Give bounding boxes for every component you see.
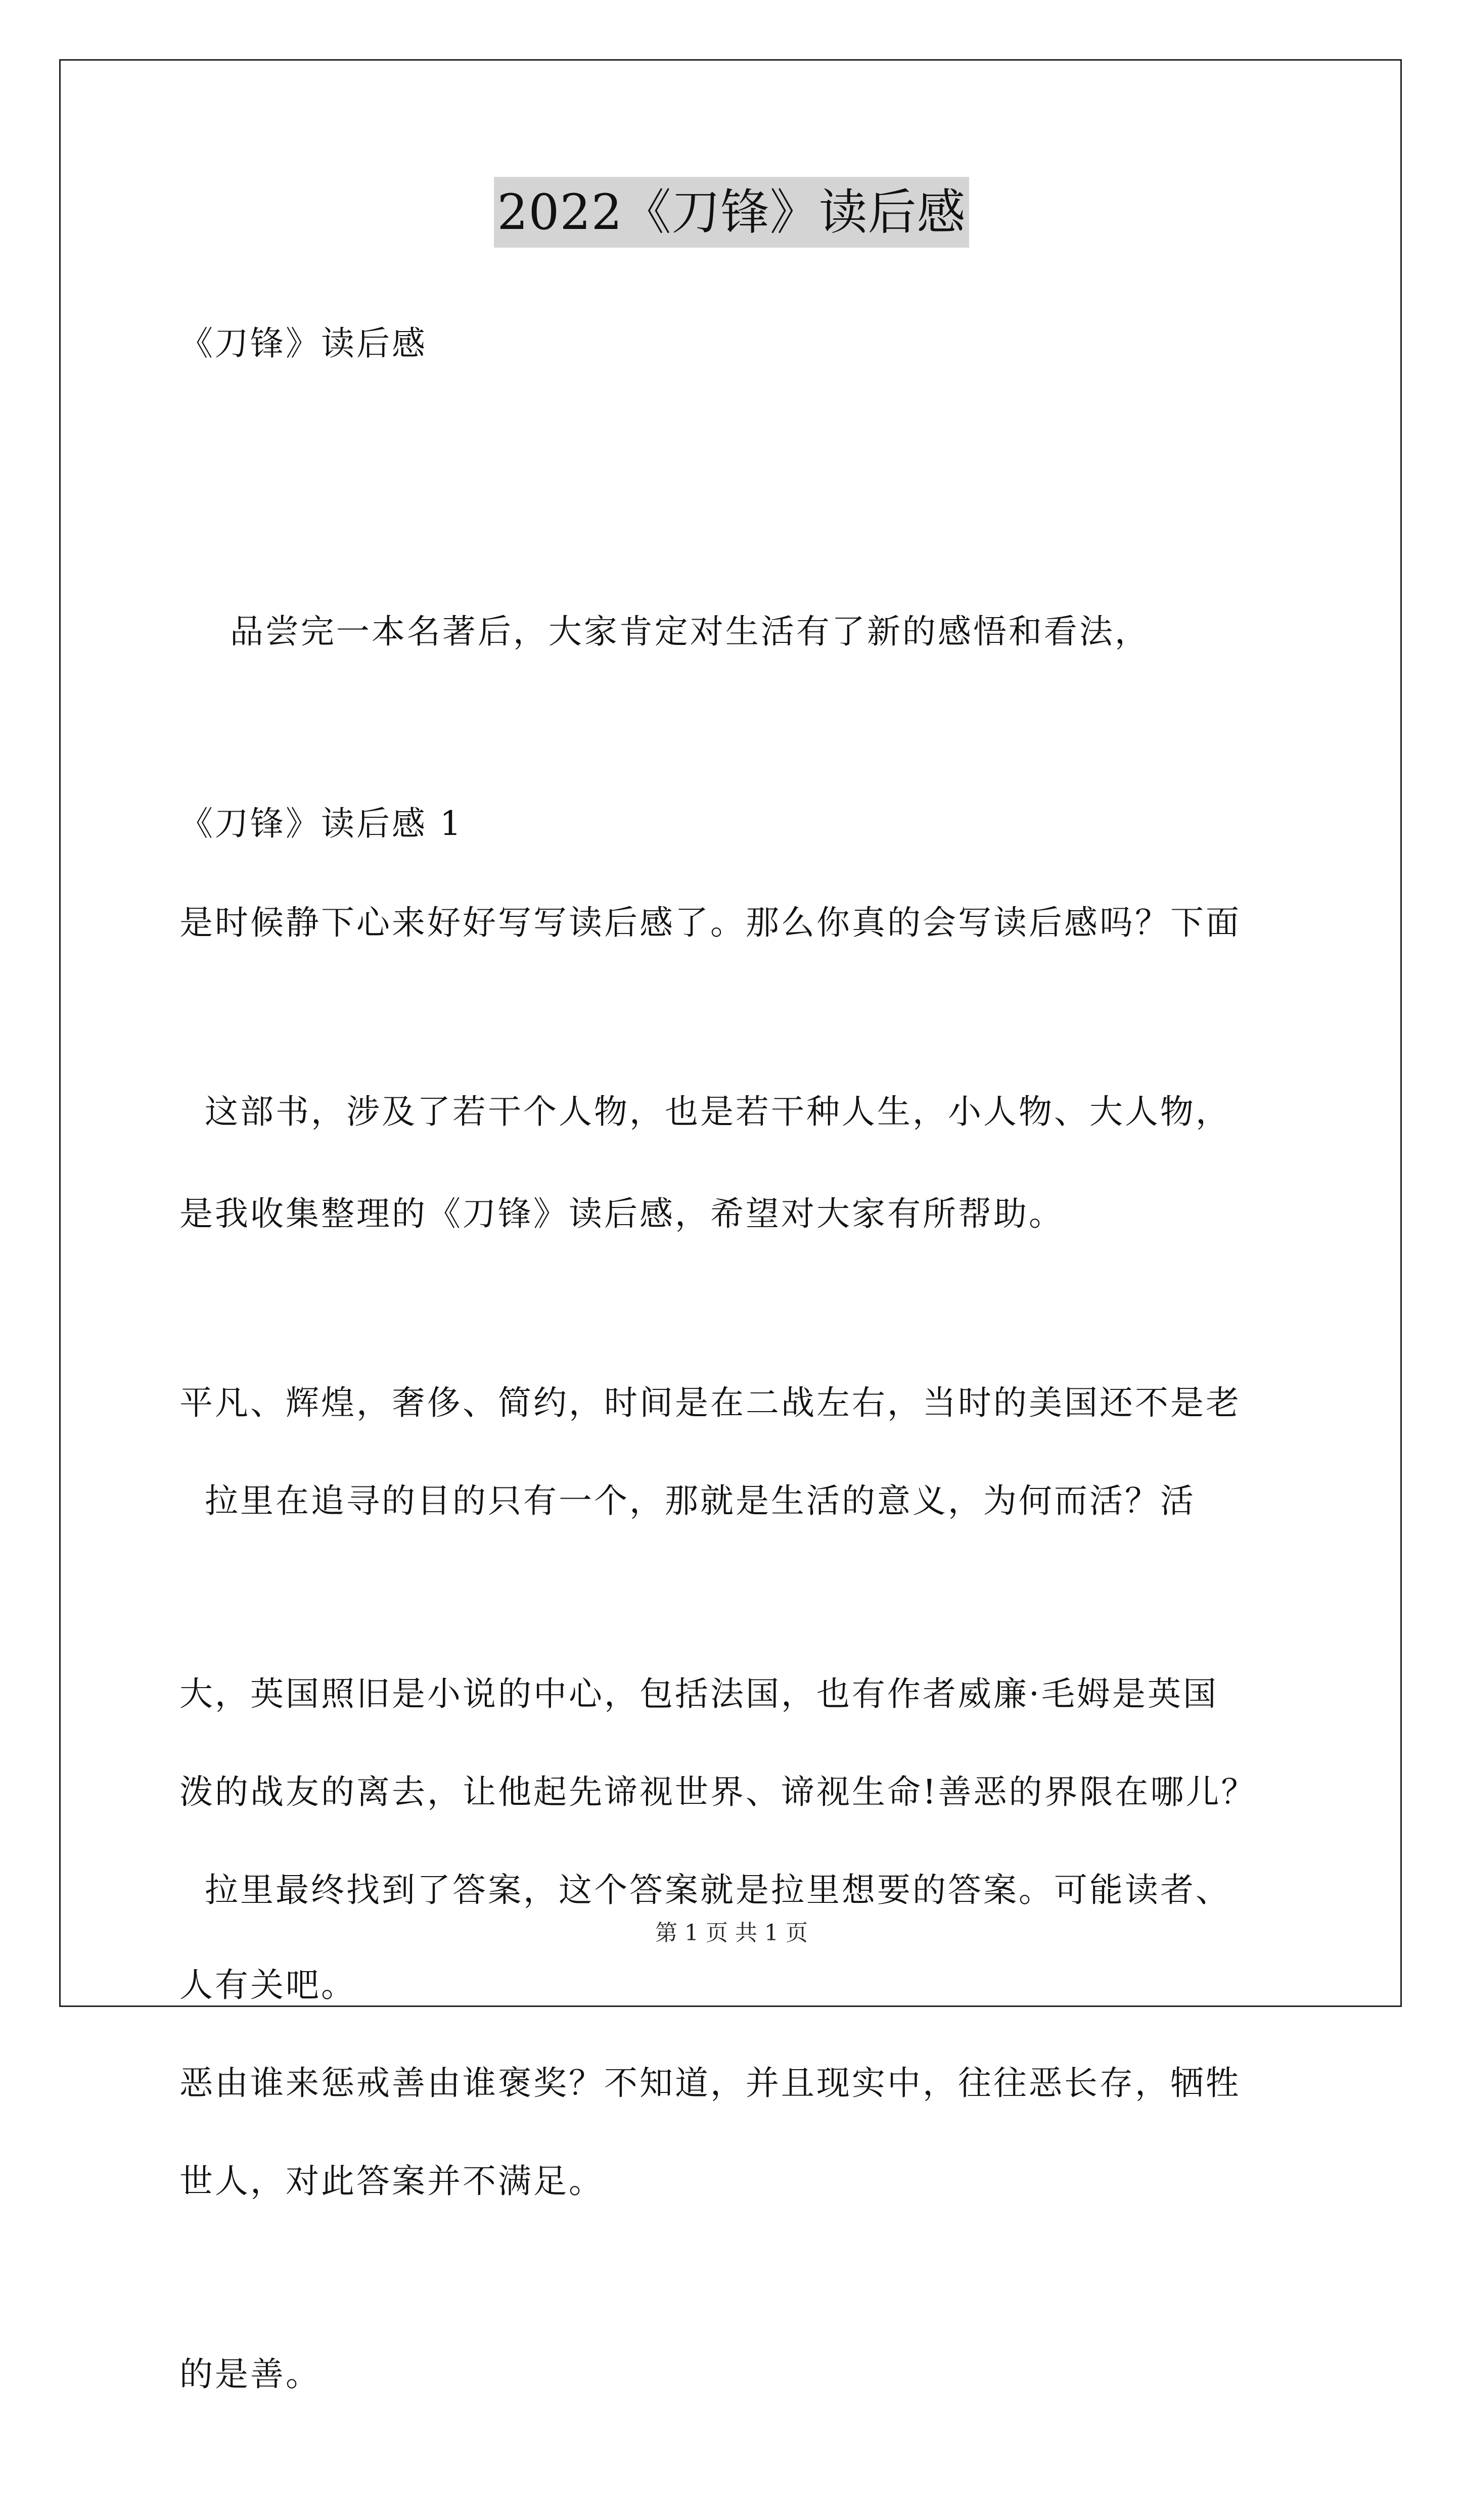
paragraph-2-line-4: 的是善。: [179, 2355, 321, 2394]
paragraph-1-line-3: 大，英国照旧是小说的中心，包括法国，也有作者威廉·毛姆是英国: [179, 1674, 1218, 1713]
paragraph-2-line-2: 泼的战友的离去，让他起先谛视世界、谛视生命!善恶的界限在哪儿？: [179, 1772, 1257, 1811]
paragraph-2-line-1: 拉里在追寻的目的只有一个，那就是生活的意义，为何而活？活: [179, 1481, 1196, 1520]
page-footer: 第 1 页 共 1 页: [655, 1920, 808, 1946]
paragraph-3-line-1: 拉里最终找到了答案，这个答案就是拉里想要的答案。可能读者、: [179, 1871, 1231, 1909]
intro-line-1: 品尝完一本名著后，大家肯定对生活有了新的感悟和看法，: [179, 612, 1150, 651]
intro-line-2: 是时候静下心来好好写写读后感了。那么你真的会写读后感吗？下面: [179, 903, 1241, 942]
document-subtitle: 《刀锋》读后感: [179, 324, 427, 363]
paragraph-3: [179, 1648, 1292, 2327]
section-heading: 《刀锋》读后感 1: [179, 804, 463, 843]
paragraph-3-line-2: 世人，对此答案并不满足。: [179, 2162, 604, 2201]
paragraph-1-line-1: 这部书，涉及了若干个人物，也是若干种人生，小人物、大人物，: [179, 1092, 1231, 1131]
intro-line-3: 是我收集整理的《刀锋》读后感，希望对大家有所帮助。: [179, 1194, 1064, 1233]
title-container: [0, 177, 1463, 248]
paragraph-1-line-4: 人有关吧。: [179, 1966, 356, 2004]
document-title: 2022《刀锋》读后感: [494, 177, 969, 248]
paragraph-2-line-3: 恶由谁来惩戒善由谁褒奖？不知道，并且现实中，往往恶长存，牺牲: [179, 2064, 1241, 2103]
paragraph-1-line-2: 平凡、辉煌，奢侈、简约，时间是在二战左右，当时的美国还不是老: [179, 1383, 1241, 1422]
